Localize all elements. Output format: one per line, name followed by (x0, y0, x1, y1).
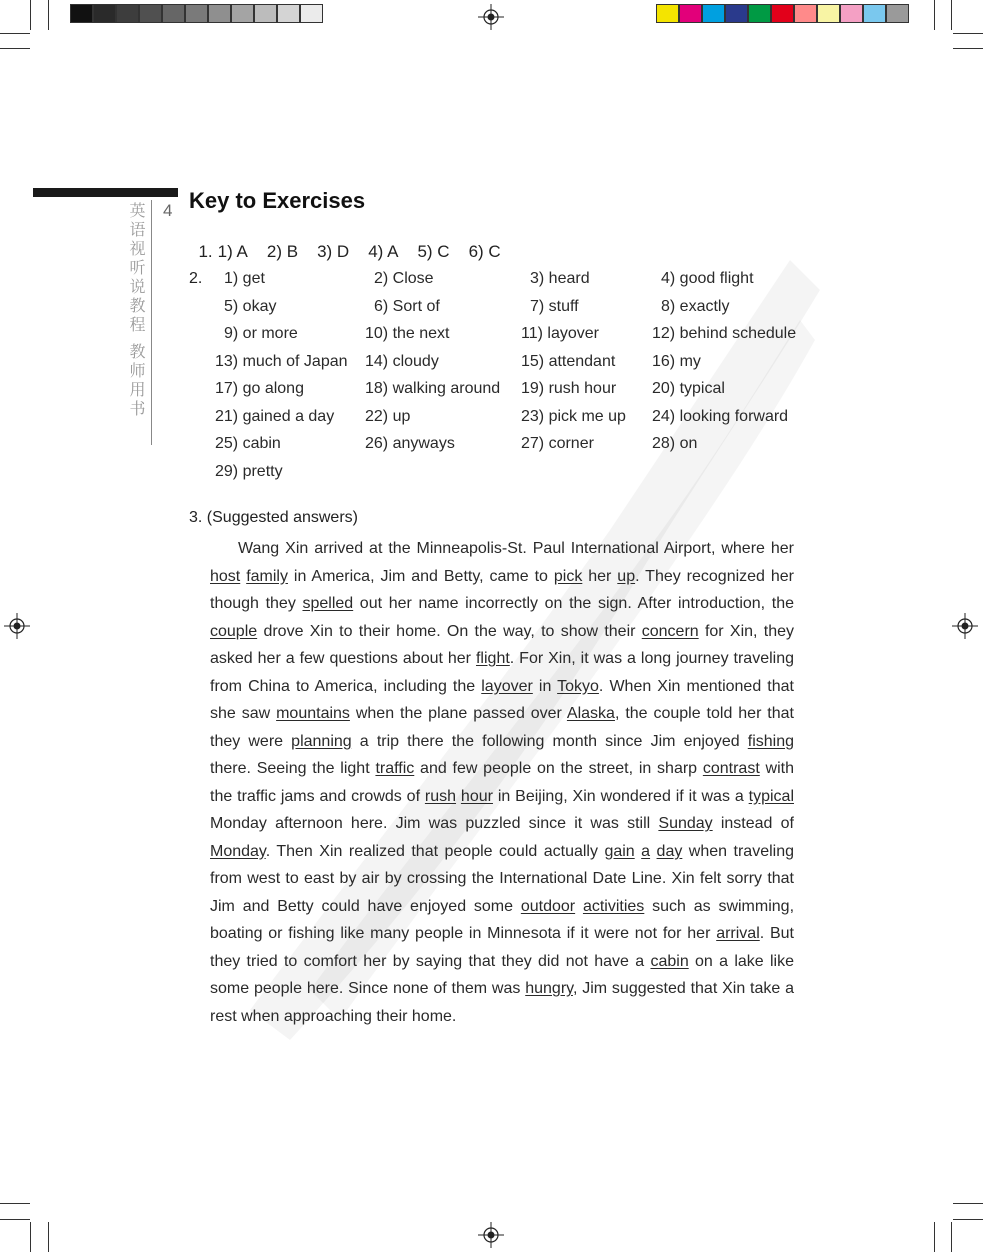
crop-mark (953, 1203, 983, 1204)
passage-text: in America, Jim and Betty, came to (287, 567, 554, 585)
passage-text: her (582, 567, 618, 585)
grayscale-swatch (277, 4, 300, 23)
answer-item: 8) exactly (661, 297, 730, 315)
answer-item: 16) my (652, 352, 701, 370)
exercise-2-number: 2. (189, 270, 203, 287)
answer-item: 3) heard (530, 270, 590, 287)
answer-item: 1) A (217, 242, 248, 261)
crop-mark (953, 33, 983, 34)
grayscale-swatch (162, 4, 185, 23)
underlined-answer: spelled (302, 595, 354, 612)
answer-item: 23) pick me up (521, 407, 626, 425)
registration-mark-icon (952, 613, 978, 639)
answer-item: 15) attendant (521, 352, 616, 370)
process-color-swatch (748, 4, 771, 23)
underlined-answer: family (246, 567, 288, 585)
answer-item: 27) corner (521, 435, 594, 452)
answer-item: 3) D (317, 242, 350, 261)
grayscale-swatch (93, 4, 116, 23)
underlined-answer: activities (582, 897, 645, 915)
process-color-swatch (656, 4, 679, 23)
crop-mark (0, 1203, 30, 1204)
answer-item: 12) behind schedule (652, 325, 797, 342)
passage-text: , the couple told her that they were (210, 705, 794, 750)
crop-mark (0, 33, 30, 34)
underlined-answer: mountains (276, 705, 350, 722)
passage-text: . For Xin, it was a long journey traveling from China to America, including the (210, 650, 795, 695)
answer-item: 29) pretty (215, 462, 283, 480)
exercise-1-number: 1. (198, 242, 213, 261)
process-color-swatch (725, 4, 748, 23)
answer-item: 2) Close (374, 270, 434, 287)
registration-mark-icon (478, 4, 504, 30)
passage-text: . But they tried to comfort her by saying that they did not have a (210, 925, 794, 970)
exercise-1 (189, 222, 520, 262)
process-color-swatch (817, 4, 840, 23)
passage-text: when the plane passed over (349, 705, 567, 722)
answer-item: 13) much of Japan (215, 352, 348, 370)
process-color-swatch (886, 4, 909, 23)
process-color-swatch (863, 4, 886, 23)
underlined-answer: Tokyo (557, 677, 599, 695)
crop-mark (951, 0, 952, 30)
passage-text: in Beijing, Xin wondered if it was a (492, 787, 749, 805)
underlined-answer: Monday (210, 842, 266, 860)
answer-item: 9) or more (224, 325, 298, 342)
sidebar-divider (151, 200, 152, 445)
answer-item: 25) cabin (215, 435, 281, 452)
registration-mark-icon (478, 1222, 504, 1248)
underlined-answer: outdoor (520, 897, 576, 915)
grayscale-swatch (139, 4, 162, 23)
underlined-answer: cabin (650, 952, 689, 970)
answer-item: 24) looking forward (652, 407, 789, 425)
grayscale-swatch (116, 4, 139, 23)
passage-text: out her name incorrectly on the sign. After introduction, the (353, 595, 794, 612)
underlined-answer: hour (460, 787, 493, 805)
passage-text: such as swimming, boating or fishing like many people in Minnesota if it were not for her (210, 897, 795, 942)
answer-item: 26) anyways (365, 435, 455, 452)
underlined-answer: host (210, 567, 241, 585)
answer-item: 6) Sort of (374, 297, 440, 315)
passage-text: when traveling from west to east by air by crossing the International Date Line. Xin felt sorry that Jim and Betty could have enjoyed some (210, 842, 794, 915)
answer-item: 10) the next (365, 325, 450, 342)
underlined-answer: flight (475, 650, 510, 667)
underlined-answer: a (641, 842, 651, 860)
crop-mark (48, 0, 49, 30)
passage-text (575, 898, 583, 915)
answer-item: 14) cloudy (365, 352, 439, 370)
underlined-answer: arrival (716, 925, 760, 942)
passage-text: Wang Xin arrived at the Minneapolis-St. Paul International Airport, where her (238, 540, 794, 557)
passage-text: in (532, 677, 558, 695)
passage-text: a trip there the following month since Jim enjoyed (351, 732, 748, 750)
answer-item: 17) go along (215, 380, 304, 397)
underlined-answer: typical (748, 787, 794, 805)
book-title-vertical: 英语视听说教程 教师用书 (127, 202, 146, 420)
crop-mark (934, 1222, 935, 1252)
registration-mark-icon (4, 613, 30, 639)
passage-text: on a lake like some people here. Since none of them was (210, 952, 795, 997)
underlined-answer: contrast (702, 760, 760, 777)
page-title: Key to Exercises (189, 188, 366, 213)
exercise-3-passage (210, 535, 794, 1030)
crop-mark (48, 1222, 49, 1252)
passage-text: . Then Xin realized that people could actually (265, 842, 605, 860)
underlined-answer: traffic (375, 760, 415, 777)
passage-text: . When Xin mentioned that she saw (210, 677, 794, 722)
exercise-3-heading: 3. (Suggested answers) (189, 509, 358, 526)
process-color-swatch (679, 4, 702, 23)
grayscale-swatch (185, 4, 208, 23)
underlined-answer: up (617, 567, 636, 585)
crop-mark (953, 48, 983, 49)
passage-text: with the traffic jams and crowds of (210, 760, 795, 805)
underlined-answer: gain (604, 842, 635, 860)
passage-text: for Xin, they asked her a few questions about her (210, 622, 795, 667)
answer-item: 22) up (365, 407, 411, 425)
underlined-answer: concern (641, 622, 699, 640)
grayscale-swatch (70, 4, 93, 23)
underlined-answer: day (656, 842, 683, 860)
process-color-swatch (840, 4, 863, 23)
underlined-answer: Sunday (658, 815, 713, 832)
crop-mark (30, 0, 31, 30)
process-color-swatch (702, 4, 725, 23)
answer-item: 18) walking around (365, 380, 501, 397)
answer-item: 11) layover (521, 325, 599, 342)
underlined-answer: fishing (747, 732, 795, 750)
underlined-answer: couple (210, 622, 258, 640)
section-header-bar (33, 188, 178, 197)
underlined-answer: planning (291, 732, 352, 750)
grayscale-swatch (254, 4, 277, 23)
underlined-answer: hungry (525, 980, 573, 997)
passage-text: drove Xin to their home. On the way, to show their (257, 622, 642, 640)
passage-text: . They recognized her though they (210, 567, 795, 612)
crop-mark (0, 48, 30, 49)
passage-indent (210, 540, 238, 557)
underlined-answer: layover (481, 677, 533, 695)
answer-item: 4) good flight (661, 270, 754, 287)
page-number: 4 (163, 201, 173, 220)
passage-text: , Jim suggested that Xin take a rest when approaching their home. (210, 980, 795, 1025)
passage-text: there. Seeing the light (210, 760, 376, 777)
answer-item: 5) okay (224, 297, 277, 315)
grayscale-swatch (231, 4, 254, 23)
underlined-answer: pick (553, 567, 583, 585)
crop-mark (30, 1222, 31, 1252)
crop-mark (934, 0, 935, 30)
passage-text: instead of (712, 815, 794, 832)
answer-item: 20) typical (652, 380, 725, 397)
passage-text: and few people on the street, in sharp (414, 760, 703, 777)
passage-text: Monday afternoon here. Jim was puzzled since it was still (210, 815, 659, 832)
underlined-answer: rush (424, 787, 457, 805)
crop-mark (953, 1219, 983, 1220)
answer-item: 7) stuff (530, 297, 579, 315)
answer-item: 1) get (224, 270, 265, 287)
grayscale-swatch (300, 4, 323, 23)
process-color-swatch (771, 4, 794, 23)
answer-item: 4) A (368, 242, 399, 261)
answer-item: 6) C (468, 242, 501, 261)
answer-item: 28) on (652, 435, 698, 452)
answer-item: 2) B (266, 242, 299, 261)
answer-item: 19) rush hour (521, 380, 617, 397)
underlined-answer: Alaska (566, 705, 615, 722)
process-color-swatch (794, 4, 817, 23)
crop-mark (951, 1222, 952, 1252)
grayscale-swatch (208, 4, 231, 23)
answer-item: 5) C (417, 242, 450, 261)
crop-mark (0, 1219, 30, 1220)
answer-item: 21) gained a day (215, 407, 335, 425)
